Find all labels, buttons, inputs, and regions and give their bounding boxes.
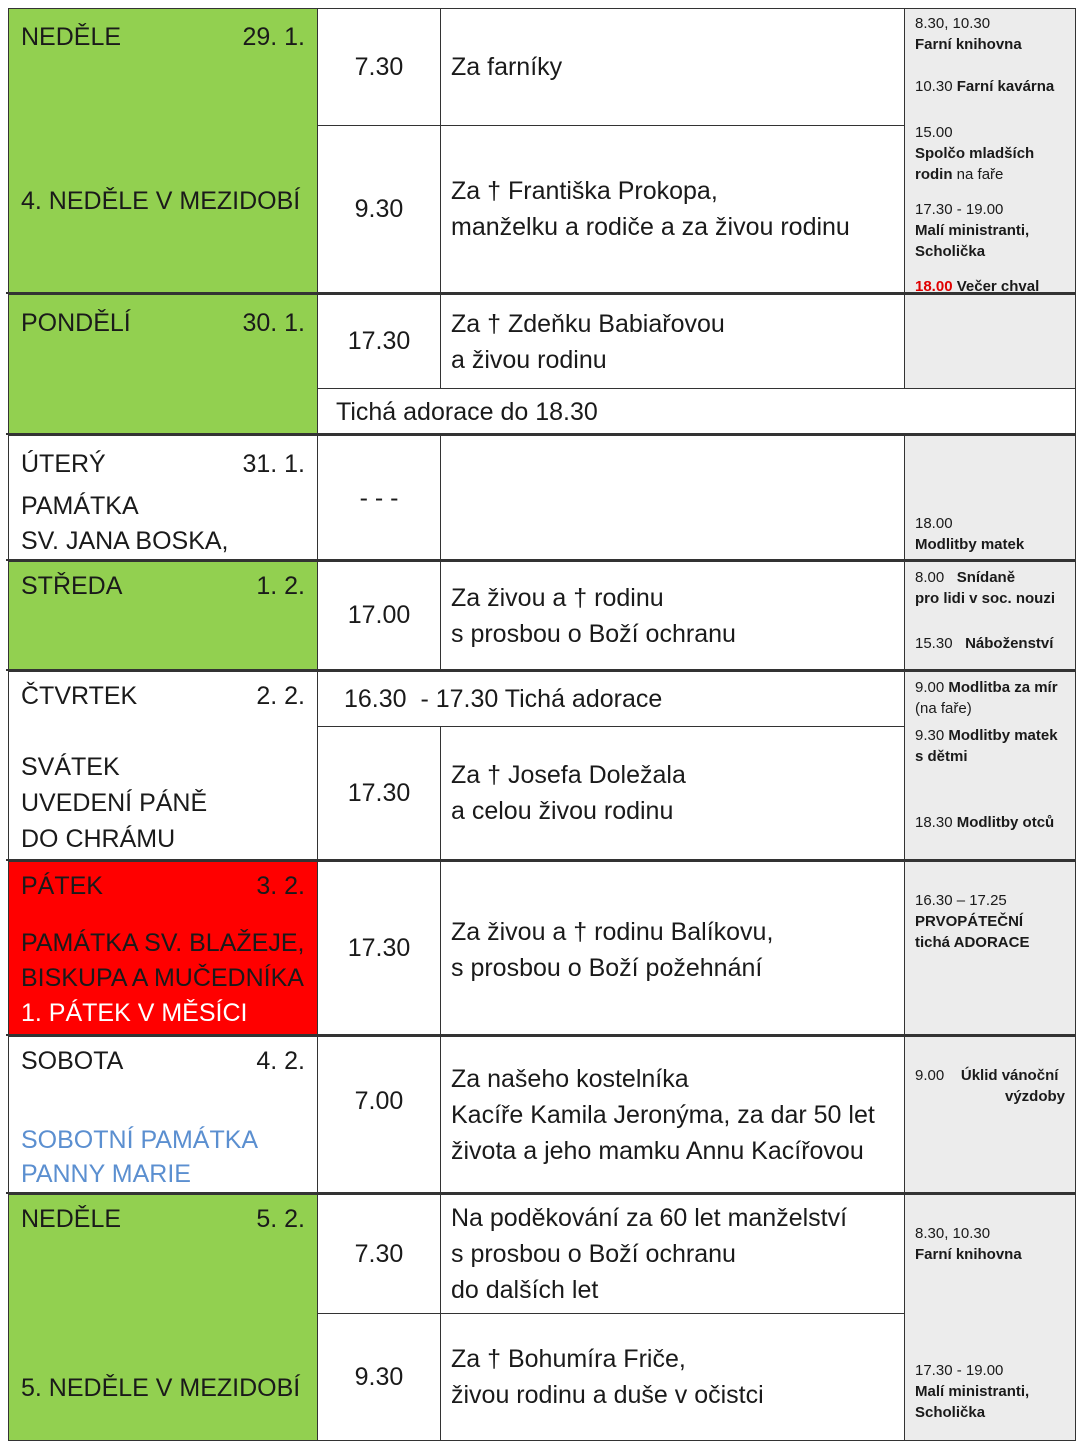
day-date: 5. 2. xyxy=(256,1205,305,1233)
intention-line: Za farníky xyxy=(451,53,563,81)
event-title: Scholička xyxy=(915,1404,986,1421)
day-cell-sunday-29 xyxy=(8,8,318,293)
mass-intention xyxy=(440,1313,905,1441)
event-title: rodin xyxy=(915,166,953,183)
day-subtitle: SV. JANA BOSKA, xyxy=(21,527,229,555)
event-title: Farní kavárna xyxy=(956,78,1055,95)
mass-intention xyxy=(440,1194,905,1314)
events-cell xyxy=(904,671,1076,860)
adoration-note xyxy=(317,671,905,727)
intention-line: Kacíře Kamila Jeronýma, za dar 50 let xyxy=(451,1100,875,1129)
event-time: 9.30 xyxy=(915,727,945,744)
mass-intention xyxy=(440,294,905,389)
day-subtitle: BISKUPA A MUČEDNÍKA xyxy=(21,964,304,992)
day-subtitle: SOBOTNÍ PAMÁTKA xyxy=(21,1126,259,1154)
day-cell-thursday xyxy=(8,671,318,860)
note-text: Tichá adorace do 18.30 xyxy=(336,398,598,426)
mass-intention xyxy=(440,1036,905,1193)
day-name: STŘEDA xyxy=(21,572,123,600)
day-date: 4. 2. xyxy=(256,1047,305,1075)
event-time: 18.30 xyxy=(915,814,953,831)
mass-time: 7.30 xyxy=(317,8,441,126)
day-subtitle: DO CHRÁMU xyxy=(21,825,176,853)
events-cell xyxy=(904,561,1076,670)
day-subtitle: PAMÁTKA SV. BLAŽEJE, xyxy=(21,929,305,957)
event-time: 17.30 - 19.00 xyxy=(915,201,1004,218)
intention-line: Za † Zdeňku Babiařovou xyxy=(451,309,725,338)
day-subtitle: SVÁTEK xyxy=(21,753,120,781)
event-title: Malí ministranti, xyxy=(915,1383,1030,1400)
intention-line: Za † Josefa Doležala xyxy=(451,761,686,789)
event-title: Večer chval xyxy=(956,278,1040,293)
intention-line: Za † Bohumíra Friče, xyxy=(451,1345,686,1373)
mass-intention xyxy=(440,8,905,126)
mass-intention xyxy=(440,561,905,670)
intention-line: s prosbou o Boží ochranu xyxy=(451,619,736,648)
intention-line: a živou rodinu xyxy=(451,345,607,374)
events-cell xyxy=(904,1036,1076,1193)
intention-line: Za živou a † rodinu xyxy=(451,583,664,612)
day-name: NEDĚLE xyxy=(21,1205,122,1233)
day-name: SOBOTA xyxy=(21,1047,124,1075)
event-time: 8.00 xyxy=(915,569,945,586)
mass-time: 17.30 xyxy=(317,726,441,860)
event-title: Modlitby matek xyxy=(948,727,1058,744)
day-cell-tuesday xyxy=(8,435,318,560)
intention-line: do dalších let xyxy=(451,1276,599,1304)
mass-time: - - - xyxy=(317,435,441,560)
events-cell xyxy=(904,8,1076,293)
day-name: PÁTEK xyxy=(21,872,103,900)
event-title: Scholička xyxy=(915,243,986,260)
mass-time: 17.00 xyxy=(317,561,441,670)
intention-line: Na poděkování za 60 let manželství xyxy=(451,1204,848,1232)
day-subtitle: PAMÁTKA xyxy=(21,492,139,520)
day-name: PONDĚLÍ xyxy=(21,309,131,337)
event-title: s dětmi xyxy=(915,748,968,765)
day-cell-monday xyxy=(8,294,318,434)
day-date: 3. 2. xyxy=(256,872,305,900)
event-time: 8.30, 10.30 xyxy=(915,1225,991,1242)
event-title: výzdoby xyxy=(1004,1088,1065,1105)
event-time: 15.00 xyxy=(915,124,953,141)
event-title: Modlitba za mír xyxy=(948,679,1058,696)
events-cell xyxy=(904,1194,1076,1441)
events-cell xyxy=(904,294,1076,389)
mass-intention xyxy=(440,861,905,1035)
intention-line: života a jeho mamku Annu Kacířovou xyxy=(451,1136,864,1165)
event-title: Spolčo mladších xyxy=(915,145,1035,162)
event-time: 18.00 xyxy=(915,515,953,532)
event-time: 10.30 xyxy=(915,78,953,95)
mass-time: 9.30 xyxy=(317,1313,441,1441)
event-time: 9.00 xyxy=(915,679,945,696)
day-date: 1. 2. xyxy=(256,572,305,600)
event-time: 8.30, 10.30 xyxy=(915,15,991,32)
event-time: 15.30 xyxy=(915,635,953,652)
intention-line: živou rodinu a duše v očistci xyxy=(451,1381,764,1409)
intention-line: Za našeho kostelníka xyxy=(451,1064,689,1093)
event-title: Náboženství xyxy=(965,635,1054,652)
event-place: na faře xyxy=(956,166,1004,183)
intention-line: s prosbou o Boží požehnání xyxy=(451,954,763,982)
mass-intention xyxy=(440,125,905,293)
intention-line: Za † Františka Prokopa, xyxy=(451,177,718,205)
event-time: 9.00 xyxy=(915,1067,945,1084)
events-cell xyxy=(904,861,1076,1035)
event-title: PRVOPÁTEČNÍ xyxy=(915,913,1024,930)
event-title: Malí ministranti, xyxy=(915,222,1030,239)
mass-time: 7.00 xyxy=(317,1036,441,1193)
mass-time: 17.30 xyxy=(317,861,441,1035)
intention-line: a celou živou rodinu xyxy=(451,797,674,825)
event-time: 18.00 xyxy=(915,278,953,293)
adoration-note xyxy=(317,388,1076,434)
day-name: ČTVRTEK xyxy=(21,682,138,710)
event-title: Snídaně xyxy=(956,569,1016,586)
note-text: 16.30 - 17.30 Tichá adorace xyxy=(344,685,663,713)
day-date: 2. 2. xyxy=(256,682,305,710)
event-title: Úklid vánoční xyxy=(960,1067,1059,1084)
intention-line: s prosbou o Boží ochranu xyxy=(451,1240,736,1268)
event-title: Farní knihovna xyxy=(915,36,1022,53)
day-date: 31. 1. xyxy=(242,450,305,478)
day-subtitle: 5. NEDĚLE V MEZIDOBÍ xyxy=(21,1374,301,1402)
events-cell xyxy=(904,435,1076,560)
event-time: 17.30 - 19.00 xyxy=(915,1362,1004,1379)
day-subtitle: PANNY MARIE xyxy=(21,1160,191,1188)
event-title: pro lidi v soc. nouzi xyxy=(915,590,1056,607)
mass-time: 7.30 xyxy=(317,1194,441,1314)
day-subtitle: UVEDENÍ PÁNĚ xyxy=(21,789,208,817)
event-title: Farní knihovna xyxy=(915,1246,1022,1263)
day-date: 30. 1. xyxy=(242,309,305,337)
day-cell-saturday xyxy=(8,1036,318,1193)
day-name: ÚTERÝ xyxy=(21,450,106,478)
day-cell-wednesday xyxy=(8,561,318,670)
day-subtitle: 1. PÁTEK V MĚSÍCI xyxy=(21,999,248,1027)
day-date: 29. 1. xyxy=(242,23,305,51)
day-cell-sunday-5 xyxy=(8,1194,318,1441)
event-title: Modlitby otců xyxy=(956,814,1055,831)
event-title: Modlitby matek xyxy=(915,536,1025,553)
event-place: (na faře) xyxy=(915,700,972,717)
mass-intention xyxy=(440,435,905,560)
event-title: tichá ADORACE xyxy=(915,934,1030,951)
day-cell-friday xyxy=(8,861,318,1035)
mass-time: 17.30 xyxy=(317,294,441,389)
mass-time: 9.30 xyxy=(317,125,441,293)
mass-intention xyxy=(440,726,905,860)
day-name: NEDĚLE xyxy=(21,23,122,51)
intention-line: manželku a rodiče a za živou rodinu xyxy=(451,213,850,241)
day-subtitle: 4. NEDĚLE V MEZIDOBÍ xyxy=(21,187,301,215)
event-time: 16.30 – 17.25 xyxy=(915,892,1007,909)
intention-line: Za živou a † rodinu Balíkovu, xyxy=(451,918,774,946)
